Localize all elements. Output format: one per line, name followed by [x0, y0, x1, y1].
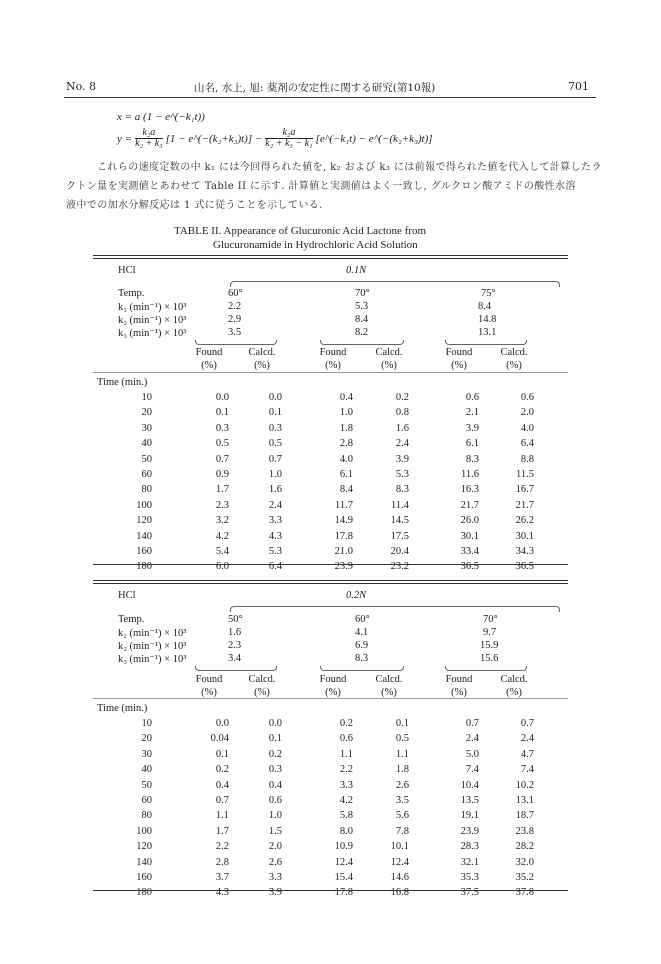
value-cell: 3.3: [339, 779, 353, 791]
time-cell: 140: [136, 530, 152, 542]
value-cell: 2.3: [215, 499, 229, 511]
table1-k2-70: 8.4: [355, 314, 369, 325]
value-cell: 14.5: [390, 515, 409, 527]
table2-temp-70: 70°: [483, 614, 498, 625]
paragraph-line-2: クトン量を実測値とあわせて Table II に示す. 計算値と実測値はよく一致し, グルクロン酸アミドの酸性水溶: [66, 181, 576, 192]
value-cell: 0.6: [465, 392, 479, 403]
value-cell: 1.0: [339, 407, 353, 419]
table2-header-rule: [93, 698, 568, 699]
value-cell: 0.6: [268, 795, 282, 806]
value-cell: 21.7: [460, 499, 479, 511]
time-cell: 100: [136, 825, 152, 837]
value-cell: 36.5: [515, 561, 534, 573]
table1-bottom-rule: [93, 564, 568, 565]
table1-k1-label: k₁ (min⁻¹) × 10³: [118, 302, 187, 313]
table-caption-line-1: TABLE II. Appearance of Glucuronic Acid Lactone from: [174, 225, 427, 237]
time-cell: 180: [136, 887, 152, 899]
value-cell: 0.2: [395, 392, 409, 403]
value-cell: 0.3: [268, 422, 282, 434]
fraction-1-numerator: k₂a: [135, 128, 163, 139]
equation-2-fraction-2: [265, 128, 312, 149]
value-cell: 11.4: [391, 499, 409, 511]
value-cell: 2.0: [268, 841, 282, 853]
value-cell: 1.1: [395, 748, 409, 760]
time-cell: 120: [136, 841, 152, 853]
table1-col-header-6: Calcd. (%): [500, 347, 528, 371]
value-cell: 6.1: [339, 469, 353, 480]
table2-k1-60: 4.1: [355, 627, 369, 638]
value-cell: 0.2: [268, 748, 282, 760]
header-authors-title: 山名, 水上, 旭: 薬剤の安定性に関する研究(第10報): [194, 82, 436, 94]
table1-temp-75: 75°: [481, 288, 496, 299]
value-cell: 1.7: [215, 825, 229, 837]
value-cell: 34.3: [515, 546, 534, 557]
value-cell: 8.4: [339, 484, 353, 496]
value-cell: 26.0: [460, 515, 479, 527]
table1-top-rule: [93, 255, 568, 256]
value-cell: 21.0: [334, 546, 353, 557]
table2-temp-60: 60°: [355, 614, 370, 625]
table1-col-header-5: Found (%): [445, 347, 473, 371]
value-cell: 4.7: [520, 748, 534, 760]
value-cell: 2.0: [520, 407, 534, 419]
value-cell: 23.9: [334, 561, 353, 573]
table2-hcl-concentration: 0.2N: [346, 590, 367, 601]
value-cell: 0.7: [215, 453, 229, 465]
equation-1: x = a (1 − e^(−k₁t)): [117, 111, 205, 123]
value-cell: 11.6: [461, 469, 479, 480]
value-cell: 0.6: [520, 392, 534, 403]
value-cell: 1.8: [339, 422, 353, 434]
time-cell: 60: [141, 469, 152, 480]
value-cell: 8.8: [520, 453, 534, 465]
value-cell: 3.2: [215, 515, 229, 527]
value-cell: 1.7: [215, 484, 229, 496]
value-cell: 0.04: [210, 733, 229, 745]
value-cell: 2.2: [215, 841, 229, 853]
value-cell: 4.0: [339, 453, 353, 465]
table1-temp-label: Temp.: [118, 288, 145, 299]
equation-2-lead: y =: [117, 132, 133, 145]
value-cell: 14.9: [334, 515, 353, 527]
table2-bottom-rule: [93, 890, 568, 891]
value-cell: 4.3: [268, 530, 282, 542]
table1-k2-label: k₂ (min⁻¹) × 10³: [118, 315, 187, 326]
time-cell: 40: [141, 438, 152, 450]
value-cell: 0.7: [268, 453, 282, 465]
table2-col-header-5: Found (%): [445, 674, 473, 698]
time-cell: 180: [136, 561, 152, 573]
value-cell: 8.0: [339, 825, 353, 837]
table2-k2-60: 6.9: [355, 640, 369, 651]
value-cell: 0.1: [215, 407, 229, 419]
value-cell: 13.1: [515, 795, 534, 806]
value-cell: 0.7: [215, 795, 229, 806]
table1-group-brace-1: [195, 340, 277, 345]
table1-col-header-4: Calcd. (%): [375, 347, 403, 371]
value-cell: 13.5: [460, 795, 479, 806]
time-cell: 20: [141, 407, 152, 419]
value-cell: 3.7: [215, 872, 229, 883]
value-cell: 0.7: [520, 718, 534, 729]
value-cell: 21.7: [515, 499, 534, 511]
time-cell: 160: [136, 546, 152, 557]
value-cell: 2.4: [520, 733, 534, 745]
value-cell: 3.9: [395, 453, 409, 465]
table1-group-brace-3: [445, 340, 527, 345]
value-cell: 19.1: [460, 810, 479, 822]
time-cell: 10: [141, 718, 152, 729]
value-cell: 2.2: [339, 764, 353, 776]
time-cell: 120: [136, 515, 152, 527]
header-page-number: 701: [568, 80, 589, 93]
table1-k1-75: 8.4: [478, 301, 492, 312]
value-cell: 10.9: [334, 841, 353, 853]
value-cell: 0.3: [215, 422, 229, 434]
table1-k2-75: 14.8: [478, 314, 497, 325]
value-cell: 6.0: [215, 561, 229, 573]
fraction-2-denominator: k₂ + k₃ − k₁: [265, 138, 313, 149]
value-cell: 37.5: [460, 887, 479, 899]
value-cell: 0.5: [215, 438, 229, 450]
value-cell: 3.3: [268, 515, 282, 527]
value-cell: 23.9: [460, 825, 479, 837]
table2-col-header-4: Calcd. (%): [375, 674, 403, 698]
table1-top-rule-2: [93, 258, 568, 259]
table2-temp-label: Temp.: [118, 614, 145, 625]
value-cell: 1.1: [215, 810, 229, 822]
value-cell: 6.4: [520, 438, 534, 450]
table2-k3-50: 3.4: [228, 653, 242, 664]
value-cell: 0.3: [268, 764, 282, 776]
value-cell: 10.1: [390, 841, 409, 853]
table1-k3-60: 3.5: [228, 327, 242, 338]
value-cell: 5.6: [395, 810, 409, 822]
time-cell: 10: [141, 392, 152, 403]
value-cell: 33.4: [460, 546, 479, 557]
equation-2-tail: [e^(−k₁t) − e^(−(k₂+k₃)t)]: [315, 132, 433, 145]
value-cell: 36.5: [460, 561, 479, 573]
value-cell: 0.7: [465, 718, 479, 729]
value-cell: 0.0: [268, 392, 282, 403]
time-cell: 20: [141, 733, 152, 745]
value-cell: 2.8: [339, 438, 353, 450]
time-cell: 30: [141, 748, 152, 760]
equation-2-middle: [1 − e^(−(k₂+k₃)t)] −: [165, 132, 263, 145]
value-cell: 18.7: [515, 810, 534, 822]
value-cell: 2.1: [465, 407, 479, 419]
table2-col-header-2: Calcd. (%): [248, 674, 276, 698]
value-cell: 17.8: [334, 887, 353, 899]
table1-k3-75: 13.1: [478, 327, 497, 338]
value-cell: 0.4: [215, 779, 229, 791]
value-cell: 0.0: [215, 392, 229, 403]
value-cell: 0.8: [395, 407, 409, 419]
table1-hcl-label: HCl: [118, 265, 136, 276]
value-cell: 5.3: [395, 469, 409, 480]
table2-temp-50: 50°: [228, 614, 243, 625]
table1-k3-70: 8.2: [355, 327, 369, 338]
value-cell: 14.6: [390, 872, 409, 883]
table2-k2-50: 2.3: [228, 640, 242, 651]
value-cell: 0.5: [268, 438, 282, 450]
table2-hcl-brace: [230, 606, 560, 612]
value-cell: 4.2: [339, 795, 353, 806]
header-rule: [64, 97, 596, 98]
value-cell: 12.4: [390, 856, 409, 868]
value-cell: 0.1: [268, 407, 282, 419]
value-cell: 16.8: [390, 887, 409, 899]
fraction-1-denominator: k₂ + k₃: [135, 138, 163, 149]
time-cell: 80: [141, 484, 152, 496]
value-cell: 8.3: [465, 453, 479, 465]
value-cell: 5.3: [268, 546, 282, 557]
table2-k2-label: k₂ (min⁻¹) × 10³: [118, 641, 187, 652]
value-cell: 0.2: [339, 718, 353, 729]
time-cell: 30: [141, 422, 152, 434]
table2-top-rule: [93, 580, 568, 581]
value-cell: 23.2: [390, 561, 409, 573]
table2-k3-60: 8.3: [355, 653, 369, 664]
value-cell: 4.0: [520, 422, 534, 434]
table2-k3-70: 15.6: [480, 653, 499, 664]
value-cell: 32.0: [515, 856, 534, 868]
table1-k1-70: 5.3: [355, 301, 369, 312]
value-cell: 0.1: [268, 733, 282, 745]
time-cell: 100: [136, 499, 152, 511]
value-cell: 32.1: [460, 856, 479, 868]
value-cell: 1.0: [268, 810, 282, 822]
value-cell: 26.2: [515, 515, 534, 527]
equation-2-fraction-1: [135, 128, 163, 149]
value-cell: 2.4: [395, 438, 409, 450]
value-cell: 1.5: [268, 825, 282, 837]
value-cell: 0.0: [268, 718, 282, 729]
value-cell: 4.3: [215, 887, 229, 899]
value-cell: 0.4: [268, 779, 282, 791]
value-cell: 2.6: [268, 856, 282, 868]
value-cell: 0.1: [215, 748, 229, 760]
value-cell: 10.4: [460, 779, 479, 791]
table1-col-header-1: Found (%): [195, 347, 223, 371]
value-cell: 1.0: [268, 469, 282, 480]
table1-col-header-3: Found (%): [319, 347, 347, 371]
value-cell: 11.7: [335, 499, 353, 511]
table1-group-brace-2: [320, 340, 404, 345]
time-cell: 40: [141, 764, 152, 776]
table1-temp-60: 60°: [228, 288, 243, 299]
value-cell: 5.4: [215, 546, 229, 557]
table1-k1-60: 2.2: [228, 301, 242, 312]
table1-header-rule: [93, 372, 568, 373]
value-cell: 0.2: [215, 764, 229, 776]
table1-col-header-2: Calcd. (%): [248, 347, 276, 371]
value-cell: 23.8: [515, 825, 534, 837]
value-cell: 37.8: [515, 887, 534, 899]
value-cell: 35.2: [515, 872, 534, 883]
time-cell: 140: [136, 856, 152, 868]
value-cell: 8.3: [395, 484, 409, 496]
time-cell: 50: [141, 453, 152, 465]
value-cell: 5.8: [339, 810, 353, 822]
value-cell: 10.2: [515, 779, 534, 791]
table2-group-brace-2: [320, 666, 404, 671]
fraction-2-numerator: k₂a: [265, 128, 312, 139]
table2-col-header-6: Calcd. (%): [500, 674, 528, 698]
time-cell: 80: [141, 810, 152, 822]
value-cell: 3.3: [268, 872, 282, 883]
table2-col-header-1: Found (%): [195, 674, 223, 698]
table2-top-rule-2: [93, 583, 568, 584]
time-cell: 60: [141, 795, 152, 806]
table2-time-label: Time (min.): [97, 703, 148, 714]
table2-col-header-3: Found (%): [319, 674, 347, 698]
time-cell: 50: [141, 779, 152, 791]
table1-temp-70: 70°: [355, 288, 370, 299]
value-cell: 2.6: [395, 779, 409, 791]
table2-group-brace-3: [445, 666, 527, 671]
value-cell: 0.9: [215, 469, 229, 480]
paragraph-line-3: 液中での加水分解反応は 1 式に従うことを示している.: [66, 200, 323, 211]
value-cell: 30.1: [515, 530, 534, 542]
value-cell: 1.8: [395, 764, 409, 776]
value-cell: 2.8: [215, 856, 229, 868]
value-cell: 28.2: [515, 841, 534, 853]
value-cell: 35.3: [460, 872, 479, 883]
table1-k2-60: 2.9: [228, 314, 242, 325]
table1-hcl-concentration: 0.1N: [346, 265, 367, 276]
value-cell: 12.4: [334, 856, 353, 868]
value-cell: 17.5: [390, 530, 409, 542]
value-cell: 0.4: [339, 392, 353, 403]
table2-k1-50: 1.6: [228, 627, 242, 638]
value-cell: 7.4: [520, 764, 534, 776]
value-cell: 20.4: [390, 546, 409, 557]
table2-hcl-label: HCl: [118, 590, 136, 601]
value-cell: 3.9: [268, 887, 282, 899]
value-cell: 5.0: [465, 748, 479, 760]
value-cell: 1.6: [395, 422, 409, 434]
table2-k1-70: 9.7: [483, 627, 497, 638]
table-caption-line-2: Glucuronamide in Hydrochloric Acid Solution: [213, 239, 418, 251]
value-cell: 6.1: [465, 438, 479, 450]
value-cell: 28.3: [460, 841, 479, 853]
value-cell: 4.2: [215, 530, 229, 542]
table2-k1-label: k₁ (min⁻¹) × 10³: [118, 628, 187, 639]
value-cell: 1.1: [339, 748, 353, 760]
value-cell: 6.4: [268, 561, 282, 573]
value-cell: 3.9: [465, 422, 479, 434]
value-cell: 7.4: [465, 764, 479, 776]
value-cell: 7.8: [395, 825, 409, 837]
value-cell: 2.4: [268, 499, 282, 511]
time-cell: 160: [136, 872, 152, 883]
value-cell: 2.4: [465, 733, 479, 745]
value-cell: 3.5: [395, 795, 409, 806]
table2-k2-70: 15.9: [480, 640, 499, 651]
header-journal-number: No. 8: [66, 80, 97, 93]
value-cell: 16.7: [515, 484, 534, 496]
value-cell: 17.8: [334, 530, 353, 542]
table1-hcl-brace: [230, 281, 560, 287]
equation-2: [117, 128, 433, 149]
value-cell: 1.6: [268, 484, 282, 496]
table2-group-brace-1: [195, 666, 277, 671]
table1-time-label: Time (min.): [97, 377, 148, 388]
value-cell: 0.0: [215, 718, 229, 729]
value-cell: 0.5: [395, 733, 409, 745]
value-cell: 0.1: [395, 718, 409, 729]
value-cell: 11.5: [516, 469, 534, 480]
value-cell: 16.3: [460, 484, 479, 496]
table1-k3-label: k₃ (min⁻¹) × 10³: [118, 328, 187, 339]
value-cell: 15.4: [334, 872, 353, 883]
table2-k3-label: k₃ (min⁻¹) × 10³: [118, 654, 187, 665]
value-cell: 30.1: [460, 530, 479, 542]
value-cell: 0.6: [339, 733, 353, 745]
paragraph-line-1: これらの速度定数の中 k₁ には今回得られた値を, k₂ および k₃ には前報で得られた値を代入して計算したラ: [97, 162, 602, 173]
